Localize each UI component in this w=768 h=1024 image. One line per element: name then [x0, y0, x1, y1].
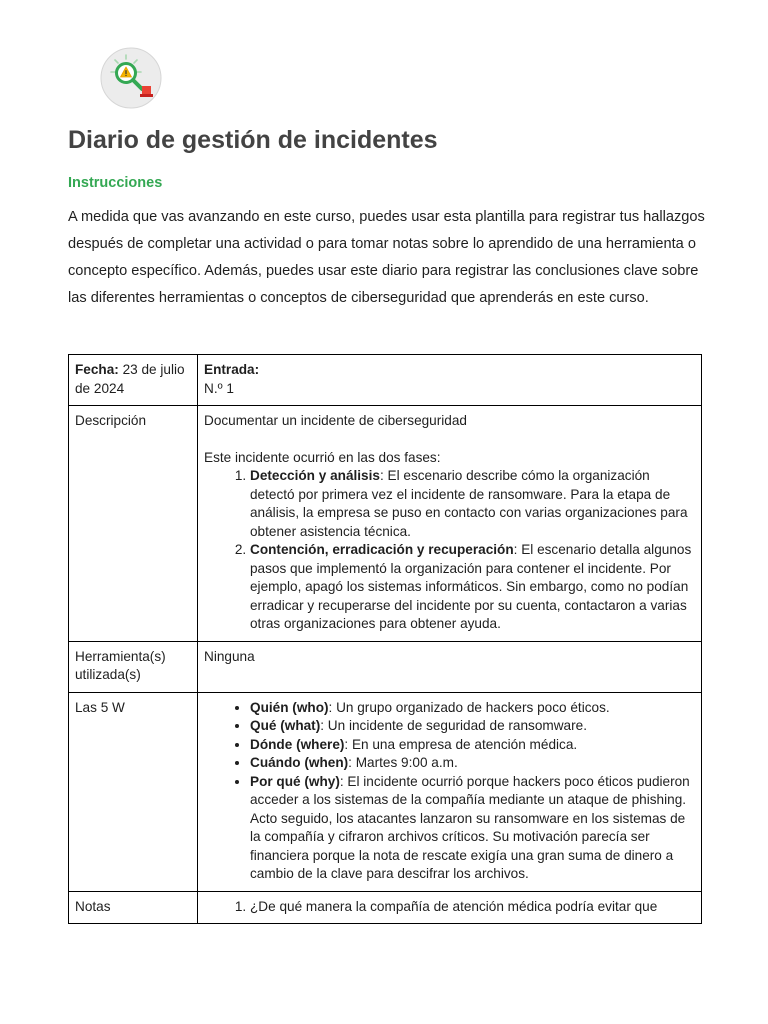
description-label: Descripción — [69, 406, 198, 642]
date-value: 23 de julio de 2024 — [75, 362, 185, 396]
incident-journal-table — [68, 354, 702, 924]
table-row — [69, 406, 702, 642]
entry-cell — [198, 355, 702, 406]
list-item: • Dónde (where): En una empresa de atención médica. — [250, 736, 695, 755]
entry-label: Entrada: — [204, 362, 260, 377]
description-line: Este incidente ocurrió en las dos fases: — [204, 449, 441, 465]
tools-value: Ninguna — [198, 641, 702, 692]
notes-label: Notas — [69, 891, 198, 924]
date-cell — [69, 355, 198, 406]
five-w-list — [204, 699, 695, 884]
list-item: 2. Contención, erradicación y recuperación: El escenario detalla algunos pasos que implementó la organización para contener el incidente. Por ejemplo, apagó los sistemas informáticos. Sin embargo, como no podían erradicar y recuperarse del incidente por su cuenta, contactaron a varias otras organizaciones para obtener ayuda. — [250, 541, 695, 634]
description-cell — [198, 406, 702, 642]
table-row — [69, 641, 702, 692]
list-item: • Quién (who): Un grupo organizado de hackers poco éticos. — [250, 699, 695, 718]
table-row — [69, 355, 702, 406]
table-row — [69, 891, 702, 924]
magnifier-warning-icon — [100, 47, 162, 109]
page-title: Diario de gestión de incidentes — [68, 126, 438, 154]
phase-list — [204, 467, 695, 634]
list-item: • Cuándo (when): Martes 9:00 a.m. — [250, 754, 695, 773]
table-row — [69, 692, 702, 891]
list-item: • Qué (what): Un incidente de seguridad de ransomware. — [250, 717, 695, 736]
five-w-label: Las 5 W — [69, 692, 198, 891]
notes-list — [204, 898, 695, 917]
list-item: • Por qué (why): El incidente ocurrió porque hackers poco éticos pudieron acceder a los sistemas de la compañía mediante un ataque de phishing. Acto seguido, los atacantes lanzaron su ransomware en los sistemas de la compañía y cifraron archivos críticos. Su motivación parecía ser financiera porque la nota de rescate exigía una gran suma de dinero a cambio de la clave para descifrar los archivos. — [250, 773, 695, 884]
entry-value: N.º 1 — [204, 380, 234, 396]
notes-cell — [198, 891, 702, 924]
list-item: 1. Detección y análisis: El escenario describe cómo la organización detectó por primera vez el incidente de ransomware. Para la etapa de análisis, la empresa se puso en contacto con varias organizaciones para obtener asistencia técnica. — [250, 467, 695, 541]
description-line: Documentar un incidente de ciberseguridad — [204, 413, 467, 428]
instructions-heading: Instrucciones — [68, 175, 163, 191]
list-item: 1. ¿De qué manera la compañía de atención médica podría evitar que — [250, 898, 695, 917]
tools-label: Herramienta(s) utilizada(s) — [69, 641, 198, 692]
intro-paragraph: A medida que vas avanzando en este curso, puedes usar esta plantilla para registrar tus hallazgos después de completar una actividad o para tomar notas sobre lo aprendido de una herramienta o concepto específico. Además, puedes usar este diario para registrar las conclusiones clave sobre las diferentes herramientas o conceptos de ciberseguridad que aprenderás en este curso. — [68, 209, 705, 306]
date-label: Fecha: — [75, 362, 119, 377]
five-w-cell — [198, 692, 702, 891]
